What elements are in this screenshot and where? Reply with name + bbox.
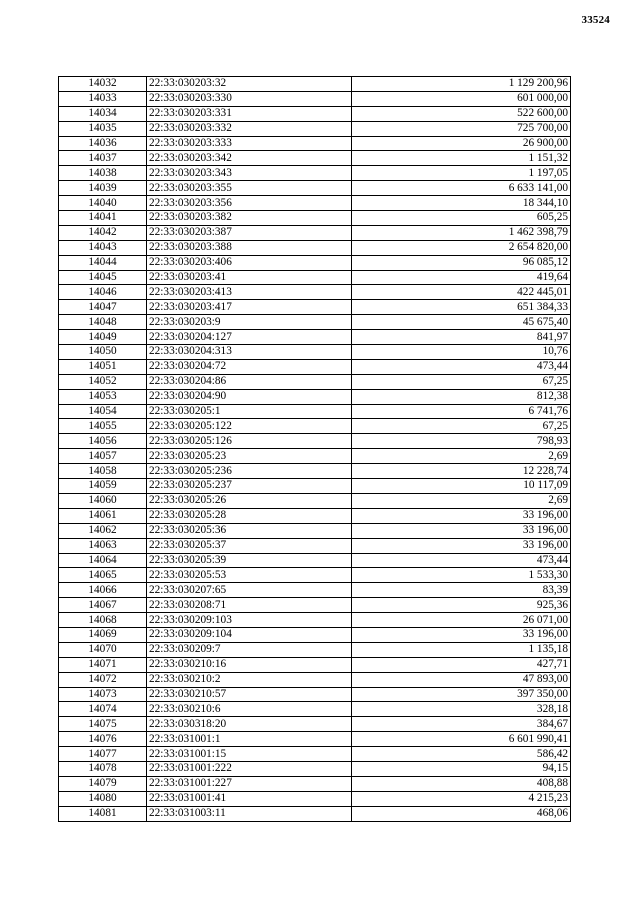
cadastral-number-cell: 22:33:030203:333 — [147, 136, 352, 151]
row-number-cell: 14054 — [59, 404, 147, 419]
row-number-cell: 14034 — [59, 106, 147, 121]
cadastral-value-cell: 67,25 — [352, 374, 571, 389]
row-number-cell: 14042 — [59, 225, 147, 240]
cadastral-number-cell: 22:33:030210:57 — [147, 687, 352, 702]
row-number-cell: 14040 — [59, 196, 147, 211]
row-number-cell: 14056 — [59, 434, 147, 449]
table-row — [59, 77, 571, 92]
table-row — [59, 151, 571, 166]
row-number-cell: 14045 — [59, 270, 147, 285]
cadastral-value-cell: 473,44 — [352, 359, 571, 374]
cadastral-number-cell: 22:33:030209:104 — [147, 627, 352, 642]
table-row — [59, 613, 571, 628]
cadastral-value-cell: 83,39 — [352, 583, 571, 598]
table-row — [59, 404, 571, 419]
cadastral-number-cell: 22:33:030205:126 — [147, 434, 352, 449]
cadastral-number-cell: 22:33:030210:16 — [147, 657, 352, 672]
row-number-cell: 14067 — [59, 598, 147, 613]
cadastral-number-cell: 22:33:030318:20 — [147, 717, 352, 732]
cadastral-number-cell: 22:33:030203:355 — [147, 181, 352, 196]
row-number-cell: 14074 — [59, 702, 147, 717]
cadastral-value-cell: 798,93 — [352, 434, 571, 449]
cadastral-value-cell: 1 129 200,96 — [352, 77, 571, 92]
row-number-cell: 14041 — [59, 211, 147, 226]
table-row — [59, 419, 571, 434]
cadastral-number-cell: 22:33:030204:127 — [147, 330, 352, 345]
row-number-cell: 14037 — [59, 151, 147, 166]
table-row — [59, 806, 571, 821]
row-number-cell: 14051 — [59, 359, 147, 374]
cadastral-value-cell: 2,69 — [352, 449, 571, 464]
table-row — [59, 121, 571, 136]
cadastral-value-cell: 94,15 — [352, 761, 571, 776]
cadastral-value-cell: 841,97 — [352, 330, 571, 345]
cadastral-value-cell: 328,18 — [352, 702, 571, 717]
cadastral-value-cell: 6 633 141,00 — [352, 181, 571, 196]
table-row — [59, 211, 571, 226]
table-row — [59, 508, 571, 523]
cadastral-value-cell: 1 135,18 — [352, 642, 571, 657]
table-row — [59, 538, 571, 553]
table-row — [59, 434, 571, 449]
cadastral-number-cell: 22:33:031001:222 — [147, 761, 352, 776]
cadastral-value-cell: 47 893,00 — [352, 672, 571, 687]
cadastral-value-cell: 812,38 — [352, 389, 571, 404]
row-number-cell: 14035 — [59, 121, 147, 136]
table-row — [59, 166, 571, 181]
cadastral-value-cell: 33 196,00 — [352, 523, 571, 538]
table-row — [59, 627, 571, 642]
cadastral-number-cell: 22:33:030207:65 — [147, 583, 352, 598]
cadastral-value-cell: 522 600,00 — [352, 106, 571, 121]
table-row — [59, 553, 571, 568]
cadastral-number-cell: 22:33:030203:417 — [147, 300, 352, 315]
cadastral-number-cell: 22:33:030203:41 — [147, 270, 352, 285]
cadastral-value-cell: 67,25 — [352, 419, 571, 434]
cadastral-value-cell: 10,76 — [352, 345, 571, 360]
cadastral-value-cell: 6 601 990,41 — [352, 732, 571, 747]
table-row — [59, 598, 571, 613]
table-row — [59, 225, 571, 240]
cadastral-value-cell: 601 000,00 — [352, 91, 571, 106]
cadastral-value-cell: 1 151,32 — [352, 151, 571, 166]
cadastral-number-cell: 22:33:030210:2 — [147, 672, 352, 687]
table-row — [59, 523, 571, 538]
row-number-cell: 14068 — [59, 613, 147, 628]
cadastral-value-cell: 2,69 — [352, 493, 571, 508]
row-number-cell: 14048 — [59, 315, 147, 330]
table-row — [59, 672, 571, 687]
cadastral-value-cell: 10 117,09 — [352, 479, 571, 494]
cadastral-number-cell: 22:33:031001:15 — [147, 747, 352, 762]
table-row — [59, 732, 571, 747]
table-row — [59, 493, 571, 508]
row-number-cell: 14055 — [59, 419, 147, 434]
cadastral-number-cell: 22:33:030203:382 — [147, 211, 352, 226]
row-number-cell: 14075 — [59, 717, 147, 732]
table-row — [59, 359, 571, 374]
cadastral-number-cell: 22:33:030205:23 — [147, 449, 352, 464]
table-row — [59, 464, 571, 479]
cadastral-value-cell: 12 228,74 — [352, 464, 571, 479]
cadastral-number-cell: 22:33:031001:41 — [147, 791, 352, 806]
table-row — [59, 583, 571, 598]
row-number-cell: 14047 — [59, 300, 147, 315]
cadastral-number-cell: 22:33:030203:331 — [147, 106, 352, 121]
cadastral-value-cell: 1 462 398,79 — [352, 225, 571, 240]
cadastral-value-cell: 651 384,33 — [352, 300, 571, 315]
table-row — [59, 240, 571, 255]
cadastral-value-cell: 96 085,12 — [352, 255, 571, 270]
cadastral-value-cell: 422 445,01 — [352, 285, 571, 300]
cadastral-number-cell: 22:33:030203:343 — [147, 166, 352, 181]
cadastral-number-cell: 22:33:030205:236 — [147, 464, 352, 479]
cadastral-number-cell: 22:33:031001:227 — [147, 776, 352, 791]
table-row — [59, 285, 571, 300]
cadastral-number-cell: 22:33:030205:39 — [147, 553, 352, 568]
table-row — [59, 389, 571, 404]
row-number-cell: 14062 — [59, 523, 147, 538]
row-number-cell: 14071 — [59, 657, 147, 672]
cadastral-value-cell: 473,44 — [352, 553, 571, 568]
row-number-cell: 14043 — [59, 240, 147, 255]
cadastral-value-cell: 397 350,00 — [352, 687, 571, 702]
table-row — [59, 300, 571, 315]
cadastral-value-cell: 33 196,00 — [352, 538, 571, 553]
cadastral-value-cell: 4 215,23 — [352, 791, 571, 806]
cadastral-number-cell: 22:33:030204:313 — [147, 345, 352, 360]
row-number-cell: 14061 — [59, 508, 147, 523]
row-number-cell: 14081 — [59, 806, 147, 821]
table-row — [59, 687, 571, 702]
cadastral-value-cell: 586,42 — [352, 747, 571, 762]
cadastral-number-cell: 22:33:030204:72 — [147, 359, 352, 374]
row-number-cell: 14064 — [59, 553, 147, 568]
table-row — [59, 270, 571, 285]
row-number-cell: 14032 — [59, 77, 147, 92]
cadastral-number-cell: 22:33:030203:32 — [147, 77, 352, 92]
page-number: 33524 — [581, 14, 610, 26]
row-number-cell: 14076 — [59, 732, 147, 747]
cadastral-number-cell: 22:33:030209:7 — [147, 642, 352, 657]
row-number-cell: 14039 — [59, 181, 147, 196]
row-number-cell: 14057 — [59, 449, 147, 464]
table-row — [59, 657, 571, 672]
row-number-cell: 14044 — [59, 255, 147, 270]
row-number-cell: 14065 — [59, 568, 147, 583]
table-body — [59, 77, 571, 822]
row-number-cell: 14036 — [59, 136, 147, 151]
cadastral-value-cell: 1 533,30 — [352, 568, 571, 583]
cadastral-number-cell: 22:33:030208:71 — [147, 598, 352, 613]
row-number-cell: 14049 — [59, 330, 147, 345]
table-row — [59, 702, 571, 717]
table-row — [59, 568, 571, 583]
table-row — [59, 449, 571, 464]
cadastral-number-cell: 22:33:030203:388 — [147, 240, 352, 255]
cadastral-value-cell: 33 196,00 — [352, 627, 571, 642]
table-row — [59, 717, 571, 732]
row-number-cell: 14070 — [59, 642, 147, 657]
cadastral-number-cell: 22:33:030205:53 — [147, 568, 352, 583]
cadastral-number-cell: 22:33:030209:103 — [147, 613, 352, 628]
cadastral-number-cell: 22:33:030204:90 — [147, 389, 352, 404]
row-number-cell: 14063 — [59, 538, 147, 553]
cadastral-value-cell: 419,64 — [352, 270, 571, 285]
cadastral-value-cell: 408,88 — [352, 776, 571, 791]
table-row — [59, 136, 571, 151]
cadastral-number-cell: 22:33:030205:1 — [147, 404, 352, 419]
cadastral-value-cell: 33 196,00 — [352, 508, 571, 523]
table-row — [59, 255, 571, 270]
row-number-cell: 14072 — [59, 672, 147, 687]
row-number-cell: 14079 — [59, 776, 147, 791]
row-number-cell: 14050 — [59, 345, 147, 360]
cadastral-number-cell: 22:33:030203:332 — [147, 121, 352, 136]
cadastral-value-cell: 6 741,76 — [352, 404, 571, 419]
cadastral-value-cell: 384,67 — [352, 717, 571, 732]
cadastral-number-cell: 22:33:030203:342 — [147, 151, 352, 166]
cadastral-number-cell: 22:33:030210:6 — [147, 702, 352, 717]
table-row — [59, 91, 571, 106]
row-number-cell: 14038 — [59, 166, 147, 181]
table-row — [59, 196, 571, 211]
cadastral-value-cell: 468,06 — [352, 806, 571, 821]
cadastral-number-cell: 22:33:030203:356 — [147, 196, 352, 211]
row-number-cell: 14053 — [59, 389, 147, 404]
cadastral-value-cell: 2 654 820,00 — [352, 240, 571, 255]
row-number-cell: 14033 — [59, 91, 147, 106]
cadastral-number-cell: 22:33:030204:86 — [147, 374, 352, 389]
table-row — [59, 374, 571, 389]
cadastral-number-cell: 22:33:030203:406 — [147, 255, 352, 270]
cadastral-number-cell: 22:33:030205:28 — [147, 508, 352, 523]
row-number-cell: 14069 — [59, 627, 147, 642]
table-row — [59, 747, 571, 762]
cadastral-number-cell: 22:33:030203:9 — [147, 315, 352, 330]
row-number-cell: 14066 — [59, 583, 147, 598]
cadastral-value-cell: 925,36 — [352, 598, 571, 613]
table-row — [59, 479, 571, 494]
table-row — [59, 642, 571, 657]
cadastral-number-cell: 22:33:030205:36 — [147, 523, 352, 538]
cadastral-number-cell: 22:33:030205:37 — [147, 538, 352, 553]
row-number-cell: 14059 — [59, 479, 147, 494]
row-number-cell: 14080 — [59, 791, 147, 806]
cadastral-value-cell: 427,71 — [352, 657, 571, 672]
row-number-cell: 14052 — [59, 374, 147, 389]
cadastral-number-cell: 22:33:030205:122 — [147, 419, 352, 434]
cadastral-value-cell: 605,25 — [352, 211, 571, 226]
table-row — [59, 181, 571, 196]
row-number-cell: 14058 — [59, 464, 147, 479]
cadastral-value-cell: 18 344,10 — [352, 196, 571, 211]
cadastral-value-cell: 45 675,40 — [352, 315, 571, 330]
cadastral-value-cell: 725 700,00 — [352, 121, 571, 136]
table-row — [59, 106, 571, 121]
cadastral-number-cell: 22:33:030205:237 — [147, 479, 352, 494]
table-row — [59, 330, 571, 345]
cadastral-number-cell: 22:33:030203:387 — [147, 225, 352, 240]
row-number-cell: 14078 — [59, 761, 147, 776]
table-row — [59, 761, 571, 776]
cadastral-number-cell: 22:33:030203:330 — [147, 91, 352, 106]
cadastral-value-cell: 26 900,00 — [352, 136, 571, 151]
cadastral-value-cell: 1 197,05 — [352, 166, 571, 181]
table-row — [59, 776, 571, 791]
cadastral-number-cell: 22:33:030205:26 — [147, 493, 352, 508]
row-number-cell: 14046 — [59, 285, 147, 300]
table-row — [59, 345, 571, 360]
row-number-cell: 14060 — [59, 493, 147, 508]
cadastral-number-cell: 22:33:031003:11 — [147, 806, 352, 821]
row-number-cell: 14077 — [59, 747, 147, 762]
cadastral-value-table — [58, 76, 571, 822]
cadastral-number-cell: 22:33:031001:1 — [147, 732, 352, 747]
cadastral-value-cell: 26 071,00 — [352, 613, 571, 628]
table-row — [59, 315, 571, 330]
row-number-cell: 14073 — [59, 687, 147, 702]
table-row — [59, 791, 571, 806]
cadastral-number-cell: 22:33:030203:413 — [147, 285, 352, 300]
